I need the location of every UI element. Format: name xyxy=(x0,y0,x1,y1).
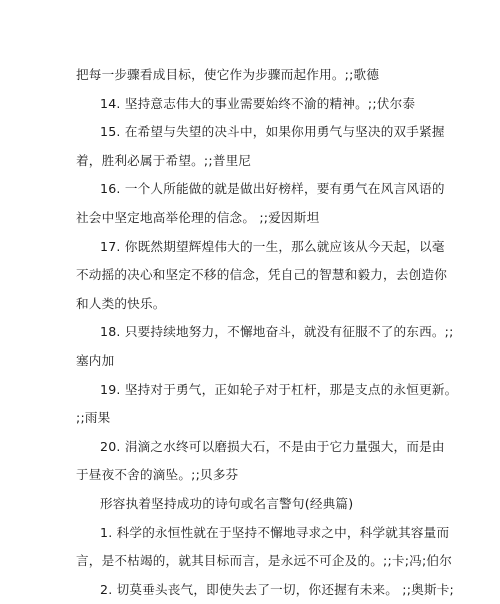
document-body xyxy=(76,61,458,604)
text-line: 社会中坚定地高举伦理的信念。 ;;爱因斯坦 xyxy=(76,209,320,225)
quote-19: 19. 坚持对于勇气，正如轮子对于杠杆，那是支点的永恒更新。 xyxy=(100,381,458,397)
text-line: ;;雨果 xyxy=(76,410,111,426)
text-line: 和人类的快乐。 xyxy=(76,295,166,311)
quote-17: 17. 你既然期望辉煌伟大的一生，那么就应该从今天起，以毫 xyxy=(100,238,445,254)
quote-2: 2. 切莫垂头丧气，即使失去了一切，你还握有未来。 ;;奥斯卡; xyxy=(100,581,454,597)
text-line: 不动摇的决心和坚定不移的信念，凭自己的智慧和毅力，去创造你 xyxy=(76,267,448,283)
text-line: 把每一步骤看成目标，使它作为步骤而起作用。;;歌德 xyxy=(76,67,380,82)
quote-1: 1. 科学的永恒性就在于坚持不懈地寻求之中，科学就其容量而 xyxy=(100,524,450,540)
quote-18: 18. 只要持续地努力，不懈地奋斗，就没有征服不了的东西。;; xyxy=(100,324,454,340)
section-heading: 形容执着坚持成功的诗句或名言警句(经典篇) xyxy=(100,495,354,511)
quote-14: 14. 坚持意志伟大的事业需要始终不渝的精神。;;伏尔泰 xyxy=(100,95,416,111)
text-line: 于昼夜不舍的滴坠。;;贝多芬 xyxy=(76,467,239,483)
quote-20: 20. 涓滴之水终可以磨损大石，不是由于它力量强大，而是由 xyxy=(100,438,445,454)
text-line: 塞内加 xyxy=(76,352,115,368)
text-line: 言，是不枯竭的，就其目标而言，是永远不可企及的。;;卡;冯;伯尔 xyxy=(76,553,452,569)
quote-15: 15. 在希望与失望的决斗中，如果你用勇气与坚决的双手紧握 xyxy=(100,124,445,140)
text-line: 着，胜利必属于希望。;;普里尼 xyxy=(76,152,252,168)
quote-16: 16. 一个人所能做的就是做出好榜样，要有勇气在风言风语的 xyxy=(100,181,445,197)
